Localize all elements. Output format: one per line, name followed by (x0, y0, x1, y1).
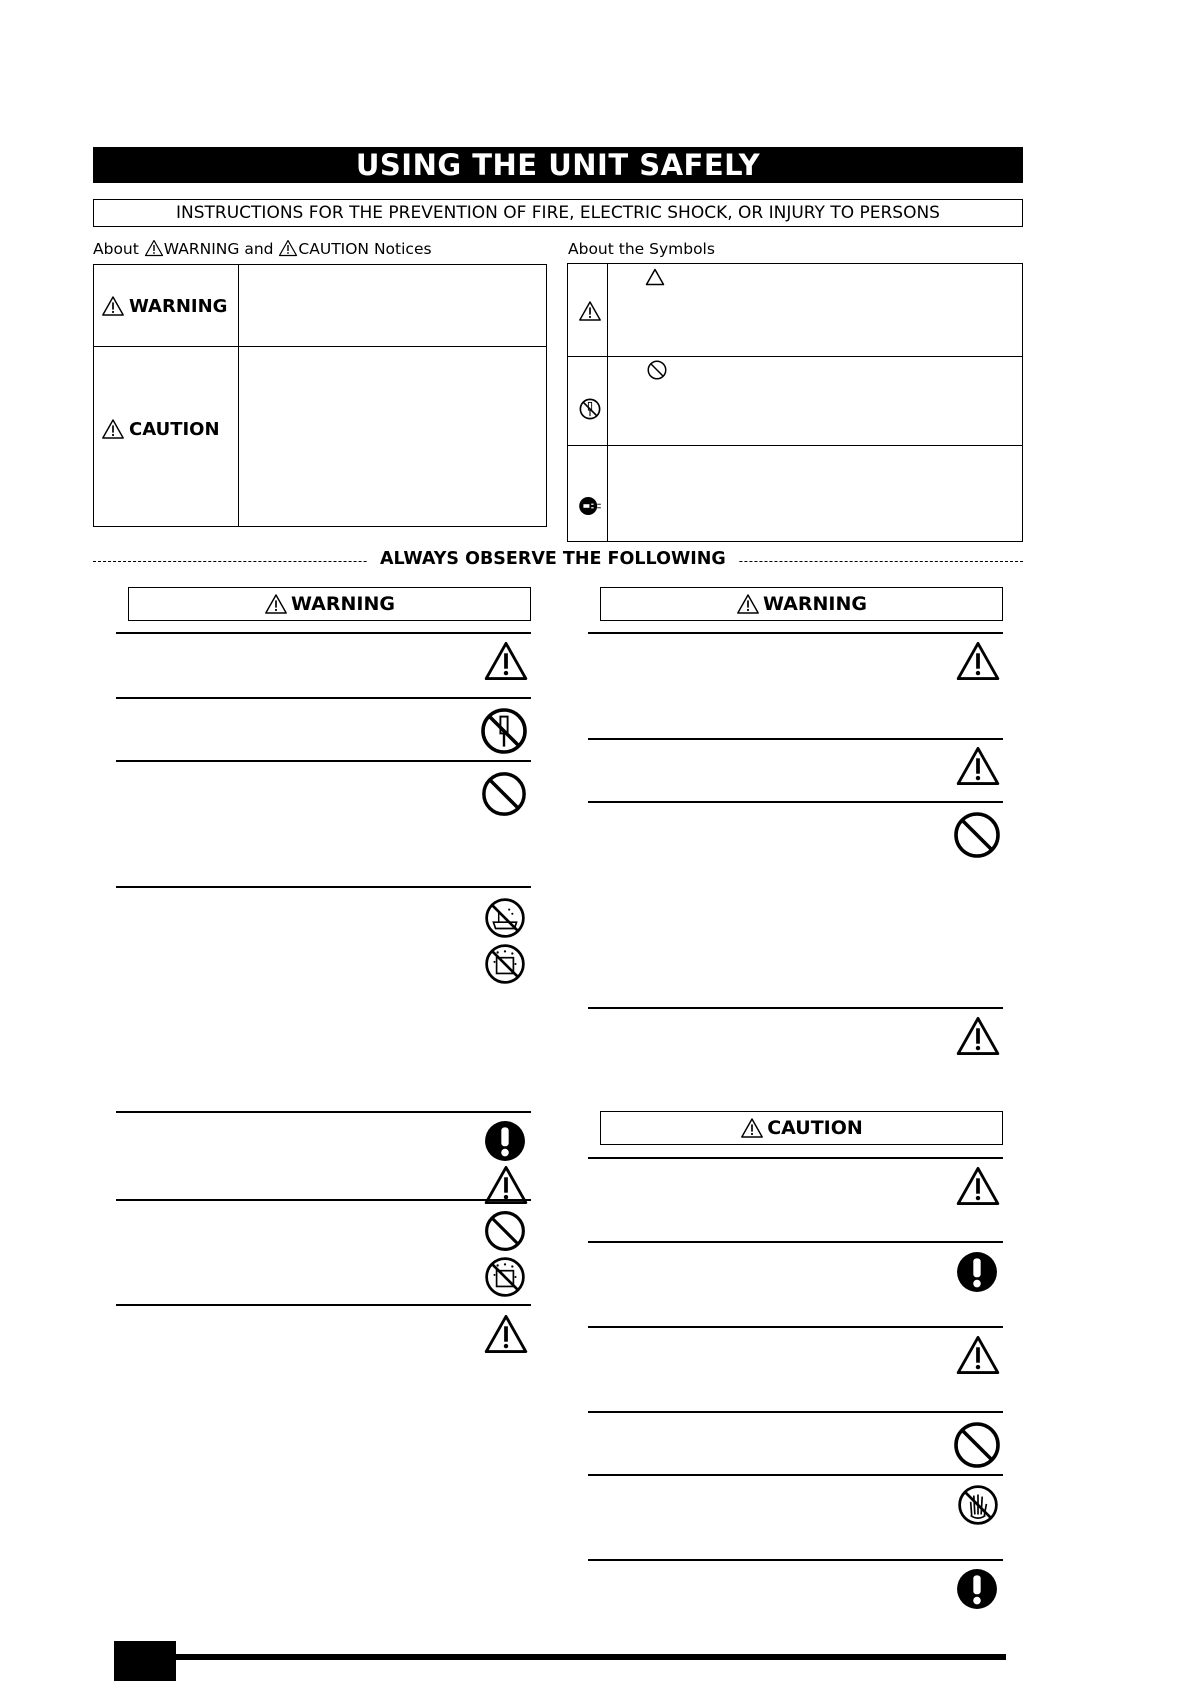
notices-label (93, 239, 432, 258)
prohibited-icon (953, 811, 1001, 859)
mandatory-icon (956, 1251, 998, 1293)
mandatory-icon (956, 1568, 998, 1610)
warning-triangle-icon (956, 1016, 1000, 1056)
symbols-label: About the Symbols (568, 240, 715, 258)
warning-triangle-icon (956, 746, 1000, 786)
triangle-outline-icon (644, 268, 666, 286)
warning-triangle-icon (956, 641, 1000, 681)
right-warning-header (600, 587, 1003, 621)
warning-triangle-icon (578, 300, 602, 322)
left-warning-header-label: WARNING (291, 593, 395, 615)
prohibited-icon (647, 360, 667, 380)
notices-label-warning: WARNING and (163, 240, 274, 258)
no-wet-icon (484, 943, 526, 985)
symbols-row-divider-2 (567, 445, 1023, 446)
right-warning-header-label: WARNING (763, 593, 867, 615)
right-item-rule (588, 738, 1003, 740)
symbols-table (567, 263, 1023, 542)
right-item-rule (588, 1241, 1003, 1243)
notice-warning-label: WARNING (129, 295, 228, 317)
footer-page-tab (114, 1641, 176, 1681)
left-item-rule (116, 632, 531, 634)
notices-label-prefix: About (93, 240, 139, 258)
warning-triangle-icon (278, 239, 298, 257)
notice-caution-label: CAUTION (129, 418, 220, 440)
notices-table-row-divider (93, 346, 547, 347)
right-item-rule (588, 1474, 1003, 1476)
no-disassemble-icon (579, 398, 601, 420)
prohibited-icon (953, 1421, 1001, 1469)
notices-table-divider (238, 264, 239, 527)
warning-triangle-icon (144, 239, 164, 257)
right-item-rule (588, 1411, 1003, 1413)
warning-triangle-icon (484, 1314, 528, 1354)
right-item-rule (588, 1007, 1003, 1009)
right-item-rule (588, 632, 1003, 634)
left-item-rule (116, 697, 531, 699)
right-caution-header (600, 1111, 1003, 1145)
right-item-rule (588, 1157, 1003, 1159)
warning-triangle-icon (484, 641, 528, 681)
mandatory-icon (484, 1120, 526, 1162)
left-item-rule (116, 886, 531, 888)
page-title: USING THE UNIT SAFELY (93, 147, 1023, 183)
notice-caution (101, 418, 220, 440)
warning-triangle-icon (264, 593, 288, 615)
notice-warning (101, 295, 227, 317)
warning-triangle-icon (101, 418, 125, 440)
always-observe-heading: ALWAYS OBSERVE THE FOLLOWING (368, 549, 738, 569)
no-wet-hands-icon (957, 1484, 999, 1526)
prohibited-icon (481, 771, 527, 817)
left-item-rule (116, 1111, 531, 1113)
page-subtitle: INSTRUCTIONS FOR THE PREVENTION OF FIRE, ELECTRIC SHOCK, OR INJURY TO PERSONS (93, 199, 1023, 227)
left-item-rule (116, 1199, 531, 1201)
warning-triangle-icon (956, 1166, 1000, 1206)
right-item-rule (588, 801, 1003, 803)
no-wet-icon (484, 1256, 526, 1298)
symbols-table-divider (607, 263, 608, 542)
symbols-row-divider-1 (567, 356, 1023, 357)
right-item-rule (588, 1559, 1003, 1561)
unplug-icon (578, 494, 602, 518)
warning-triangle-icon (101, 295, 125, 317)
left-item-rule (116, 1304, 531, 1306)
warning-triangle-icon (736, 593, 760, 615)
notices-label-caution: CAUTION Notices (298, 240, 432, 258)
warning-triangle-icon (956, 1335, 1000, 1375)
warning-triangle-icon (740, 1117, 764, 1139)
left-warning-header (128, 587, 531, 621)
prohibited-icon (484, 1210, 526, 1252)
right-item-rule (588, 1326, 1003, 1328)
left-item-rule (116, 760, 531, 762)
footer-rule (176, 1654, 1006, 1660)
right-caution-header-label: CAUTION (767, 1117, 863, 1139)
no-disassemble-icon (480, 707, 528, 755)
no-bathroom-icon (484, 897, 526, 939)
